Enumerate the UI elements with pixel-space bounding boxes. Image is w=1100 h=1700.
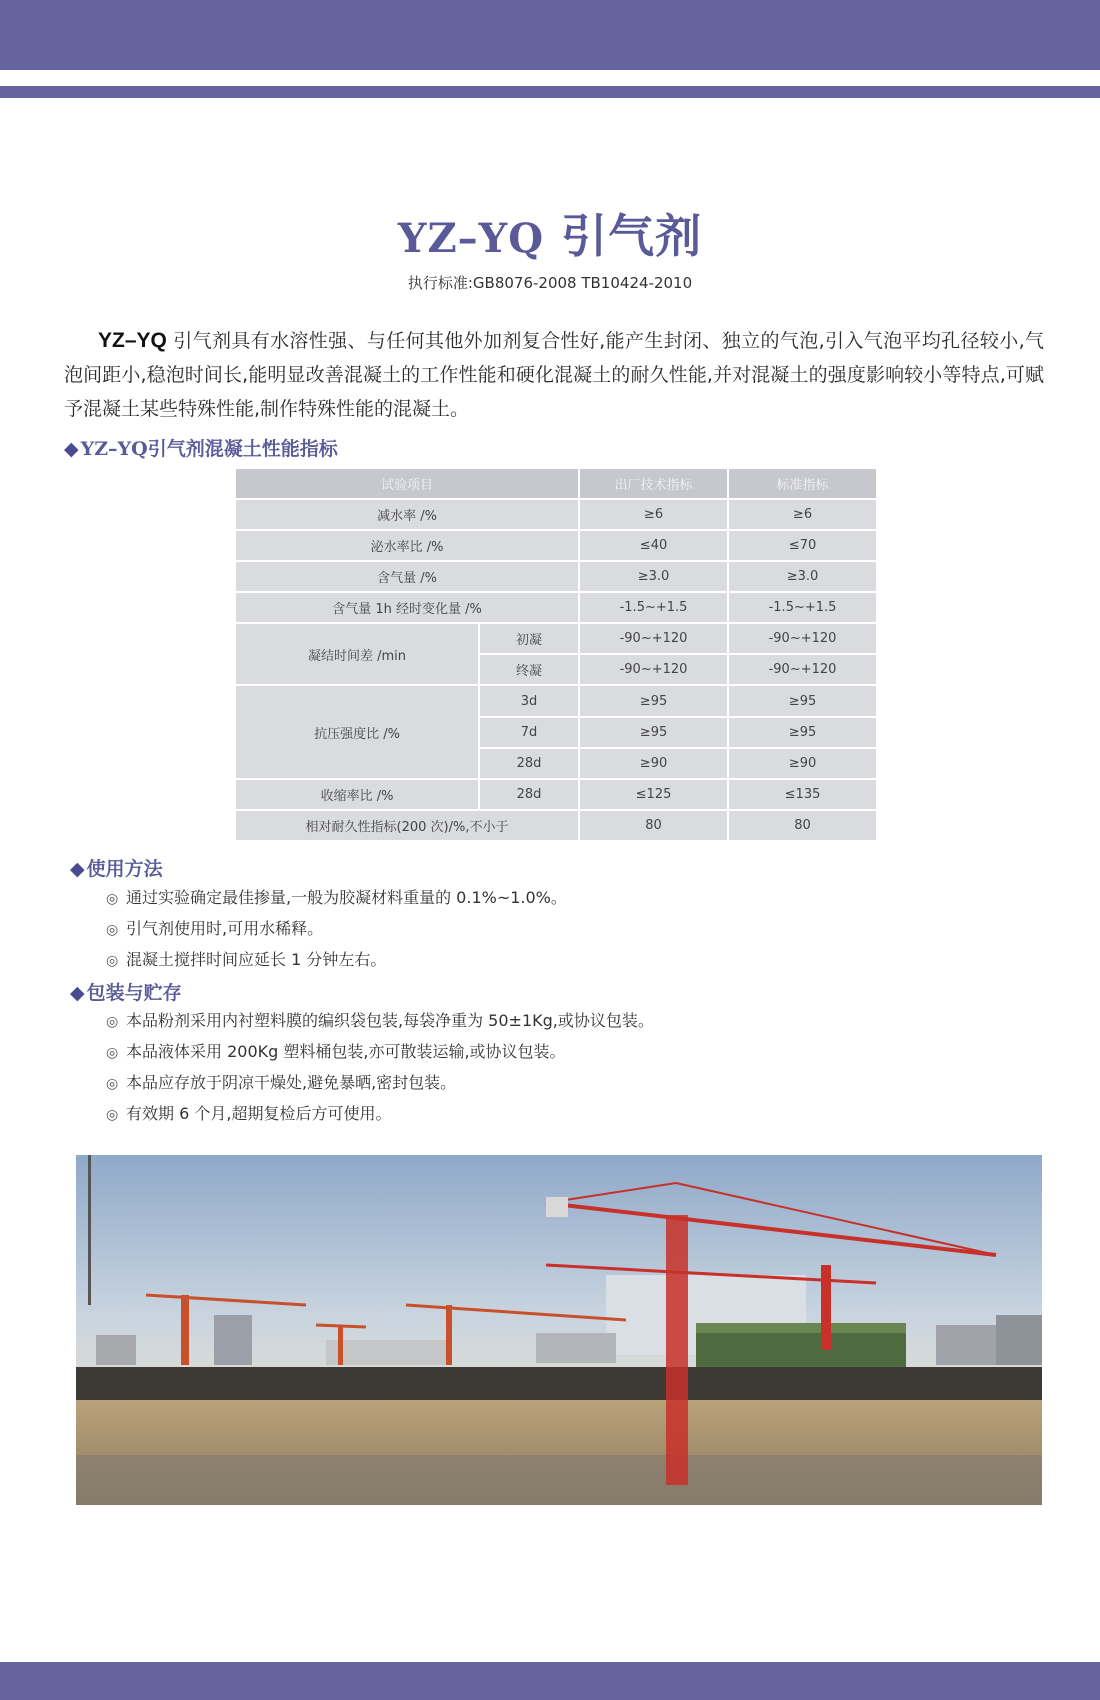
cell-sub: 3d (479, 685, 579, 716)
standard-line: 执行标准:GB8076-2008 TB10424-2010 (407, 274, 693, 292)
cell-factory: -90~+120 (579, 654, 728, 685)
header-stripe (0, 86, 1100, 98)
bullet-icon: ◎ (106, 1076, 119, 1092)
cell-standard: -90~+120 (728, 623, 877, 654)
list-item-text: 本品液体采用 200Kg 塑料桶包装,亦可散装运输,或协议包装。 (126, 1042, 566, 1061)
cell-factory: -1.5~+1.5 (579, 592, 728, 623)
cell-standard: 80 (728, 810, 877, 841)
cell-item: 含气量 /% (235, 561, 579, 592)
building (326, 1340, 446, 1365)
utility-pole (88, 1155, 91, 1305)
cell-item: 含气量 1h 经时变化量 /% (235, 592, 579, 623)
packaging-list (106, 1005, 654, 1129)
list-item (106, 1098, 654, 1129)
cell-standard: ≤70 (728, 530, 877, 561)
construction-site-illustration (76, 1155, 1042, 1505)
usage-heading (70, 854, 163, 881)
intro-text: 引气剂具有水溶性强、与任何其他外加剂复合性好,能产生封闭、独立的气泡,引入气泡平均孔径较小,气泡间距小,稳泡时间长,能明显改善混凝土的工作性能和硬化混凝土的耐久性能,并对混凝土的强度影响较小等特点,可赋予混凝土某些特殊性能,制作特殊性能的混凝土。 (64, 330, 1044, 420)
cell-factory: ≤40 (579, 530, 728, 561)
list-item-text: 混凝土搅拌时间应延长 1 分钟左右。 (126, 950, 387, 969)
performance-heading-text: 引气剂混凝土性能指标 (147, 438, 338, 460)
building (996, 1315, 1042, 1365)
cell-item: 相对耐久性指标(200 次)/%,不小于 (235, 810, 579, 841)
cell-factory: -90~+120 (579, 623, 728, 654)
cell-factory: ≤125 (579, 779, 728, 810)
cell-sub: 初凝 (479, 623, 579, 654)
list-item-text: 引气剂使用时,可用水稀释。 (126, 919, 324, 938)
building (96, 1335, 136, 1365)
list-item-text: 本品应存放于阴凉干燥处,避免暴晒,密封包装。 (126, 1073, 457, 1092)
intro-brand: YZ–YQ (98, 329, 167, 352)
diamond-icon: ◆ (70, 858, 85, 880)
list-item (106, 1005, 654, 1036)
table-row (235, 810, 877, 841)
list-item (106, 1036, 654, 1067)
list-item (106, 944, 567, 975)
list-item (106, 882, 567, 913)
bullet-icon: ◎ (106, 1107, 119, 1123)
header-band (0, 0, 1100, 70)
bullet-icon: ◎ (106, 891, 119, 907)
cell-item-group: 抗压强度比 /% (235, 685, 479, 778)
packaging-heading-text: 包装与贮存 (86, 982, 182, 1004)
diamond-icon: ◆ (70, 982, 85, 1004)
cell-standard: -1.5~+1.5 (728, 592, 877, 623)
building (936, 1325, 996, 1365)
list-item-text: 通过实验确定最佳掺量,一般为胶凝材料重量的 0.1%~1.0%。 (126, 888, 567, 907)
building (214, 1315, 252, 1365)
list-item (106, 913, 567, 944)
cell-sub: 终凝 (479, 654, 579, 685)
header-factory: 出厂技术指标 (579, 468, 728, 499)
table-header-row (235, 468, 877, 499)
cell-standard: -90~+120 (728, 654, 877, 685)
cell-factory: ≥90 (579, 748, 728, 779)
cell-item: 泌水率比 /% (235, 530, 579, 561)
cell-factory: ≥95 (579, 685, 728, 716)
cell-item: 减水率 /% (235, 499, 579, 530)
cell-factory: ≥95 (579, 717, 728, 748)
performance-heading-latin: YZ–YQ (80, 438, 148, 460)
bullet-icon: ◎ (106, 922, 119, 938)
cell-item-group: 凝结时间差 /min (235, 623, 479, 685)
header-item: 试验项目 (235, 468, 579, 499)
usage-list (106, 882, 567, 975)
page-title (0, 200, 1100, 266)
rebar-area (76, 1455, 1042, 1505)
intro-paragraph (64, 324, 1044, 426)
green-scaffold-top (696, 1323, 906, 1333)
bullet-icon: ◎ (106, 953, 119, 969)
cell-standard: ≥95 (728, 717, 877, 748)
cell-sub: 7d (479, 717, 579, 748)
construction-site-photo (76, 1155, 1042, 1505)
cell-item: 收缩率比 /% (235, 779, 479, 810)
cell-standard: ≤135 (728, 779, 877, 810)
cell-factory: ≥3.0 (579, 561, 728, 592)
bullet-icon: ◎ (106, 1014, 119, 1030)
table-row (235, 561, 877, 592)
list-item-text: 本品粉剂采用内衬塑料膜的编织袋包装,每袋净重为 50±1Kg,或协议包装。 (126, 1011, 654, 1030)
title-latin: YZ–YQ (397, 215, 545, 262)
performance-heading (64, 434, 338, 461)
diamond-icon: ◆ (64, 438, 79, 460)
cell-standard: ≥3.0 (728, 561, 877, 592)
title-chinese: 引气剂 (561, 209, 703, 263)
table-row (235, 530, 877, 561)
header-standard: 标准指标 (728, 468, 877, 499)
list-item (106, 1067, 654, 1098)
cell-standard: ≥90 (728, 748, 877, 779)
performance-table (234, 467, 878, 842)
cell-factory: 80 (579, 810, 728, 841)
cell-standard: ≥95 (728, 685, 877, 716)
cell-sub: 28d (479, 748, 579, 779)
table-row (235, 779, 877, 810)
cell-factory: ≥6 (579, 499, 728, 530)
bullet-icon: ◎ (106, 1045, 119, 1061)
table-row (235, 499, 877, 530)
packaging-heading (70, 978, 182, 1005)
footer-band (0, 1662, 1100, 1700)
cell-sub: 28d (479, 779, 579, 810)
table-row (235, 685, 877, 716)
building (536, 1333, 616, 1363)
list-item-text: 有效期 6 个月,超期复检后方可使用。 (126, 1104, 392, 1123)
table-row (235, 592, 877, 623)
cell-standard: ≥6 (728, 499, 877, 530)
table-row (235, 623, 877, 654)
usage-heading-text: 使用方法 (86, 858, 163, 880)
